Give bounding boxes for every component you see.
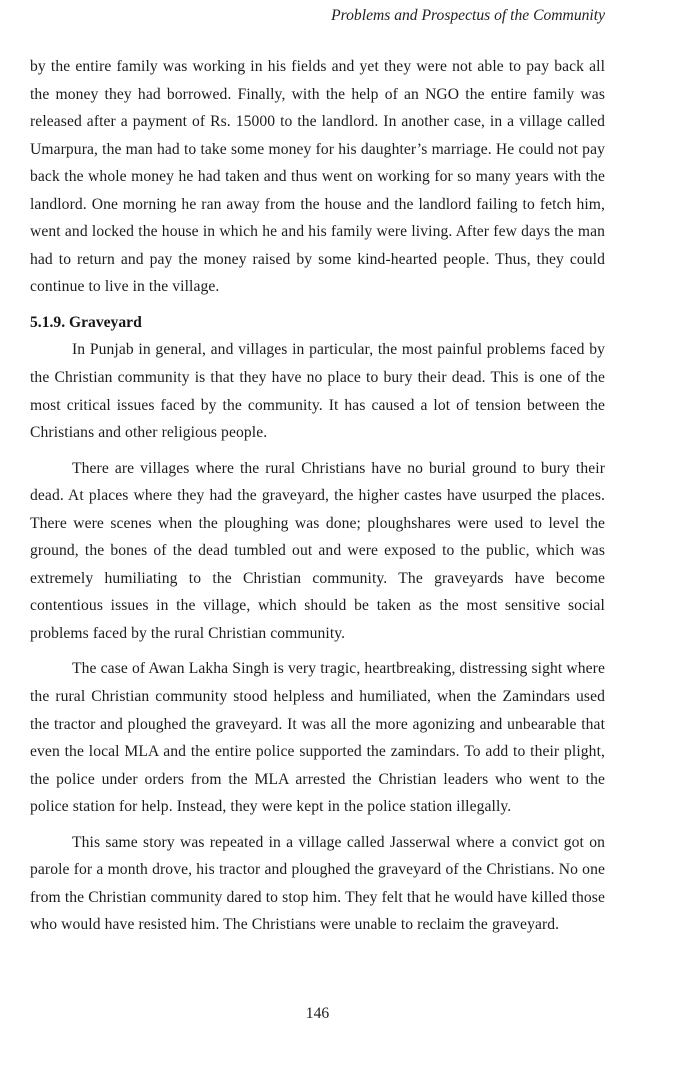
paragraph-jasserwal: This same story was repeated in a village called Jasserwal where a convict got on parole for a month drove, his tractor and ploughed the graveyard of the Christians. No one from the Christian community dared to stop him. They felt that he would have killed those who would have resisted him. The Christians were unable to reclaim the graveyard. bbox=[30, 833, 605, 934]
paragraph-awan-lakha-singh: The case of Awan Lakha Singh is very tragic, heartbreaking, distressing sight where the rural Christian community stood helpless and humiliated, when the Zamindars used the tractor and ploughed the graveyard. It was all the more agonizing and unbearable that even the local MLA and the entire police supported the zamindars. To add to their plight, the police under orders from the MLA arrested the Christian leaders who went to the police station for help. Instead, they were kept in the police station illegally. bbox=[30, 660, 605, 816]
section-heading: 5.1.9. Graveyard bbox=[30, 313, 142, 331]
page-number: 146 bbox=[305, 1005, 330, 1022]
paragraph-graveyard-intro: In Punjab in general, and villages in particular, the most painful problems faced by the Christian community is that they have no place to bury their dead. This is one of the most critical issues faced by the community. It has caused a lot of tension between the Christians and other religious people. bbox=[30, 341, 605, 442]
page-body bbox=[30, 53, 605, 947]
running-header: Problems and Prospectus of the Community bbox=[331, 7, 605, 24]
paragraph-continuation: by the entire family was working in his fields and yet they were not able to pay back all the money they had borrowed. Finally, with the help of an NGO the entire family was released after a payment of Rs. 15000 to the landlord. In another case, in a village called Umarpura, the man had to take some money for his daughter’s marriage. He could not pay back the whole money he had taken and thus went on working for so many years with the landlord. One morning he ran away from the house and the landlord failing to fetch him, went and locked the house in which he and his family were living. After few days the man had to return and pay the money raised by some kind-hearted people. Thus, they could continue to live in the village. bbox=[30, 58, 605, 296]
paragraph-villages-no-burial: There are villages where the rural Christians have no burial ground to bury their dead. At places where they had the graveyard, the higher castes have usurped the places. There were scenes when the ploughing was done; ploughshares were used to level the ground, the bones of the dead tumbled out and were exposed to the public, which was extremely humiliating to the Christian community. The graveyards have become contentious issues in the village, which should be taken as the most sensitive social problems faced by the rural Christian community. bbox=[30, 459, 605, 642]
